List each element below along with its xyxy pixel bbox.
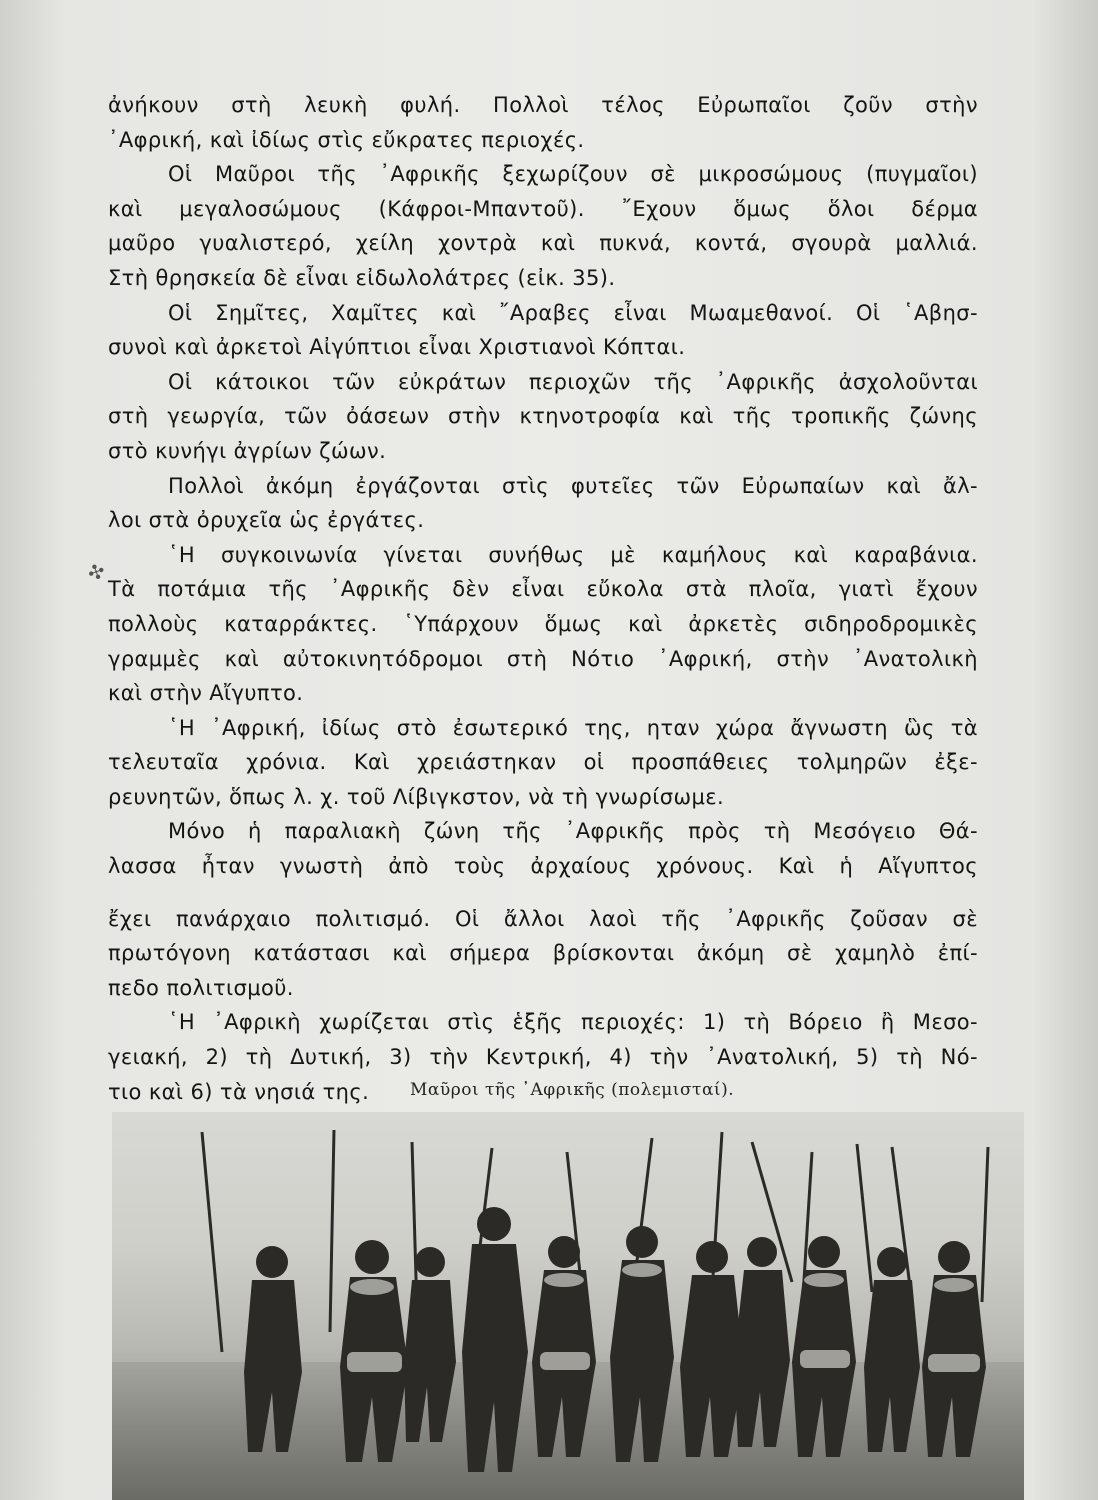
text-line: λασσα ἦταν γνωστὴ ἀπὸ τοὺς ἀρχαίους χρόνους. Καὶ ἡ Αἴγυπτος	[108, 854, 978, 879]
text-line: ῾Η ᾽Αφρική, ἰδίως στὸ ἐσωτερικό της, ηταν χώρα ἄγνωστη ὣς τὰ	[168, 715, 978, 740]
figure-caption: Μαῦροι τῆς ᾽Αφρικῆς (πολεμισταί).	[410, 1080, 735, 1100]
text-line: στὸ κυνήγι ἀγρίων ζώων.	[108, 438, 387, 463]
text-line: λοι στὰ ὀρυχεῖα ὡς ἐργάτες.	[108, 508, 425, 533]
text-line: καὶ μεγαλοσώμους (Κάφροι-Μπαντοῦ). ῎Εχουν ὅμως ὅλοι δέρμα	[108, 196, 978, 221]
text-line: γειακή, 2) τὴ Δυτική, 3) τὴν Κεντρική, 4) τὴν ᾽Ανατολική, 5) τὴ Νό-	[108, 1045, 978, 1070]
text-line: Πολλοὶ ἀκόμη ἐργάζονται στὶς φυτεῖες τῶν Εὐρωπαίων καὶ ἄλ-	[168, 473, 978, 498]
text-line: ἔχει πανάρχαιο πολιτισμό. Οἱ ἄλλοι λαοὶ τῆς ᾽Αφρικῆς ζοῦσαν σὲ	[108, 906, 978, 931]
text-line: συνοὶ καὶ ἀρκετοὶ Αἰγύπτιοι εἶναι Χριστιανοὶ Κόπται.	[108, 335, 686, 360]
margin-mark: ✣	[84, 557, 109, 587]
text-line: Στὴ θρησκεία δὲ εἶναι εἰδωλολάτρες (εἰκ. 35).	[108, 265, 616, 290]
text-line: πρωτόγονη κατάστασι καὶ σήμερα βρίσκονται ἀκόμη σὲ χαμηλὸ ἐπί-	[108, 941, 978, 966]
text-line: πεδο πολιτισμοῦ.	[108, 975, 294, 1000]
body-text	[108, 88, 978, 1109]
text-line: Οἱ Σημῖτες, Χαμῖτες καὶ ῎Αραβες εἶναι Μωαμεθανοί. Οἱ ῾Αβησ-	[168, 300, 978, 325]
text-line: τιο καὶ 6) τὰ νησιά της.	[108, 1079, 370, 1104]
text-line: μαῦρο γυαλιστερό, χείλη χοντρὰ καὶ πυκνά, κοντά, σγουρὰ μαλλιά.	[108, 231, 978, 256]
text-line: ῾Η συγκοινωνία γίνεται συνήθως μὲ καμήλους καὶ καραβάνια.	[168, 542, 978, 567]
text-line: ρευνητῶν, ὅπως λ. χ. τοῦ Λίβιγκστον, νὰ τὴ γνωρίσωμε.	[108, 784, 725, 809]
text-line: Οἱ κάτοικοι τῶν εὐκράτων περιοχῶν τῆς ᾽Αφρικῆς ἀσχολοῦνται	[168, 369, 978, 394]
text-line: ᾽Αφρική, καὶ ἰδίως στὶς εὔκρατες περιοχές.	[108, 127, 585, 152]
text-line: ῾Η ᾽Αφρικὴ χωρίζεται στὶς ἑξῆς περιοχές: 1) τὴ Βόρειο ἢ Μεσο-	[168, 1010, 978, 1035]
text-line: ἀνήκουν στὴ λευκὴ φυλή. Πολλοὶ τέλος Εὐρωπαῖοι ζοῦν στὴν	[108, 93, 978, 117]
text-line: Μόνο ἡ παραλιακὴ ζώνη τῆς ᾽Αφρικῆς πρὸς τὴ Μεσόγειο Θά-	[168, 819, 978, 844]
text-line: γραμμὲς καὶ αὐτοκινητόδρομοι στὴ Νότιο ᾽Αφρική, στὴν ᾽Ανατολικὴ	[108, 646, 978, 671]
text-line: Τὰ ποτάμια τῆς ᾽Αφρικῆς δὲν εἶναι εὔκολα στὰ πλοῖα, γιατὶ ἔχουν	[108, 577, 978, 602]
text-line: τελευταῖα χρόνια. Καὶ χρειάστηκαν οἱ προσπάθειες τολμηρῶν ἐξε-	[108, 750, 978, 775]
text-line: στὴ γεωργία, τῶν ὀάσεων στὴν κτηνοτροφία καὶ τῆς τροπικῆς ζώνης	[108, 404, 978, 429]
text-line: Οἱ Μαῦροι τῆς ᾽Αφρικῆς ξεχωρίζουν σὲ μικροσώμους (πυγμαῖοι)	[168, 162, 978, 187]
warriors-photo	[112, 1112, 1024, 1500]
text-line: καὶ στὴν Αἴγυπτο.	[108, 681, 304, 706]
text-line: πολλοὺς καταρράκτες. ῾Υπάρχουν ὅμως καὶ ἀρκετὲς σιδηροδρομικὲς	[108, 611, 978, 636]
